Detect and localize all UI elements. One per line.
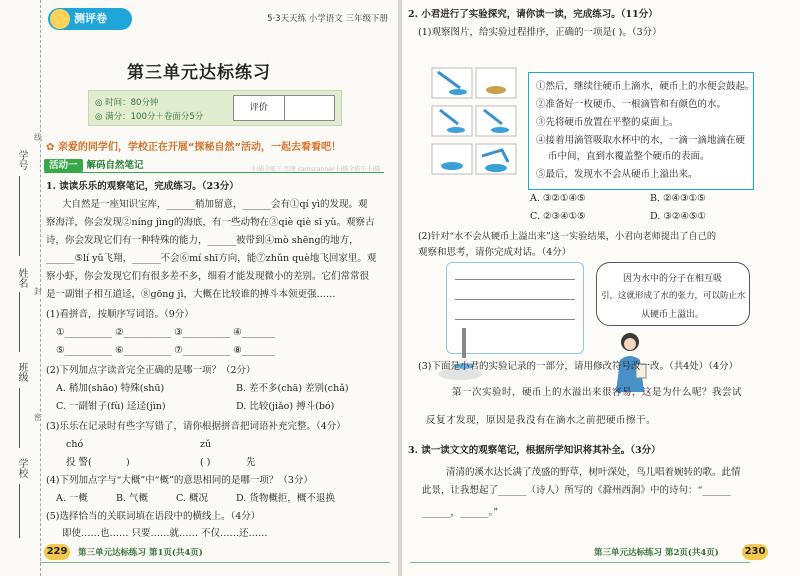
sub3-pinyin-2: zǔ <box>200 439 212 450</box>
passage-line-2: 察海洋，你会发现②níng jìng的海底，有一些动物在③qiè qiè sī yǔ。观察古 <box>46 217 375 228</box>
blank-row-1[interactable]: ①__________ ②__________ ③__________ ④_______ <box>56 327 275 338</box>
intro-text-content: 亲爱的同学们，学校正在开展“探秘自然”活动，一起去看看吧！ <box>57 142 342 153</box>
question-1-title: 1. 读读乐乐的观察笔记，完成练习。（23分） <box>46 181 239 192</box>
name-label: 姓名 <box>16 268 27 288</box>
record-line-2: 反复才发现，原因是我没有在滴水之前把硬币擦干。 <box>426 415 657 426</box>
subquestion-2: (2)下列加点字读音完全正确的是哪一项？（2分） <box>46 365 256 376</box>
subquestion-5: (5)选择恰当的关联词填在语段中的横线上。（4分） <box>46 511 261 522</box>
step-image-5 <box>432 144 472 174</box>
left-page <box>0 0 398 576</box>
teacher-speech-bubble <box>596 262 750 326</box>
activity-tag: 活动一 <box>44 159 83 172</box>
sub3-word-2[interactable]: ( ) <box>200 457 211 468</box>
bubble-line-3: 从硬币上溢出。 <box>641 310 705 320</box>
activity-divider <box>44 172 384 173</box>
experiment-illustration <box>432 322 488 382</box>
passage-line-5: 察小虾，你会发现它们有很多差不多，细看才能发现微小的差别。它们常常很 <box>46 271 370 282</box>
bubble-line-1: 因为水中的分子在相互吸 <box>623 274 723 284</box>
series-header: 5·3天天练 小学语文 三年级下册 <box>267 14 388 24</box>
sub4-option-d[interactable]: D. 货物概拒，概不退换 <box>236 493 335 504</box>
seal-mark-secret: 密 <box>34 413 42 422</box>
seal-mark-seal: 封 <box>34 287 42 296</box>
binding-margin <box>0 0 41 576</box>
grade-label: 评价 <box>234 96 285 120</box>
sub4-option-b[interactable]: B. 气概 <box>116 493 149 504</box>
sub3-pinyin-1: chó <box>66 439 84 450</box>
intro-text: ✿ 亲爱的同学们，学校正在开展“探秘自然”活动，一起去看看吧！ <box>46 142 342 153</box>
passage-line-6: 是一副钳子相互道迳，⑧gōng jì，大概在比较谁的搏斗本领更强…… <box>46 289 336 300</box>
sub2-option-a[interactable]: A. 稍加(shāo) 特殊(shū) <box>56 383 165 394</box>
blank-1: ① <box>56 327 65 338</box>
step-5: ⑤最后，发现水不会从硬币上溢出来。 <box>536 169 698 180</box>
blank-2: ② <box>115 327 124 338</box>
test-badge <box>48 8 132 30</box>
seal-mark-line: 线 <box>34 133 42 142</box>
question-3-title: 3. 读一读文文的观察笔记，根据所学知识将其补全。（3分） <box>408 445 661 456</box>
step-image-1 <box>432 68 472 98</box>
score-info: ◎ 满分：100分＋卷面分5分 <box>95 112 204 122</box>
answer-line-1[interactable] <box>455 279 575 280</box>
school-label: 学校 <box>16 458 27 478</box>
sub2-option-d[interactable]: D. 比较(jiǎo) 搏斗(bó) <box>236 401 335 412</box>
class-label: 班级 <box>16 362 27 382</box>
passage-line-1: 大自然是一座知识宝库，______稍加留意，______会有①qí yì的发现。观 <box>62 199 368 210</box>
subquestion-4: (4)下列加点字与“大概”中“概”的意思相同的是哪一项？（3分） <box>46 475 313 486</box>
record-line-1: 第一次实验时，硬币上的水溢出来很容易，这是为什么呢？我尝试 <box>452 387 743 398</box>
time-info: ◎ 时间：80分钟 <box>95 98 159 108</box>
score-info-text: 满分：100分＋卷面分5分 <box>105 112 204 122</box>
sub5-word-bank: 即使……也…… 只要……就…… 不仅……还…… <box>62 528 268 539</box>
class-line <box>19 388 20 448</box>
blank-3: ③ <box>174 327 183 338</box>
footer-rule-right <box>410 562 750 563</box>
sub4-option-a[interactable]: A. 一概 <box>56 493 88 504</box>
blank-5: ⑤ <box>56 345 65 356</box>
time-info-text: 时间：80分钟 <box>105 98 159 108</box>
student-number-line <box>19 176 20 256</box>
choice-d[interactable]: D. ③②④⑤① <box>650 211 706 222</box>
test-badge-label: 测评卷 <box>74 12 107 25</box>
choice-a[interactable]: A. ③②①④⑤ <box>530 193 586 204</box>
q3-line-1: 清清的溪水达长满了茂盛的野草，树叶深处，鸟儿唱着婉转的歌。此情 <box>446 467 741 478</box>
question-2-title: 2. 小君进行了实验探究，请你读一读，完成练习。（11分） <box>408 9 658 20</box>
sub3-word-1-close: ) <box>126 457 130 468</box>
page-number-right: 230 <box>742 544 768 560</box>
sub3-word-2-tail: 先 <box>246 457 256 468</box>
step-1: ①然后，继续往硬币上滴水，硬币上的水便会鼓起。 <box>536 81 755 92</box>
sub2-option-b[interactable]: B. 差不多(chā) 差别(chǎ) <box>236 383 349 394</box>
sub4-option-c[interactable]: C. 概况 <box>176 493 208 504</box>
page-number-left: 229 <box>44 544 70 560</box>
school-line <box>19 484 20 538</box>
q2-subquestion-2-cont: 观察和思考，请你完成对话。（4分） <box>418 247 572 258</box>
mascot-icon <box>50 9 70 29</box>
page-title: 第三单元达标练习 <box>127 63 271 83</box>
choice-b[interactable]: B. ②④③①⑤ <box>650 193 706 204</box>
passage-line-3: 诗，你会发现它们有一种特殊的能力，______被带到④mò shēng的地方， <box>46 235 359 246</box>
blank-6: ⑥ <box>115 345 124 356</box>
answer-line-2[interactable] <box>455 299 575 300</box>
sub3-word-1[interactable]: 投 警( <box>66 457 92 468</box>
blank-4: ④ <box>233 327 242 338</box>
footer-left: 第三单元达标练习 第1页(共4页) <box>78 548 203 558</box>
subquestion-3: (3)乐乐在记录时有些字写错了，请你根据拼音把词语补充完整。（4分） <box>46 421 346 432</box>
footer-right: 第三单元达标练习 第2页(共4页) <box>594 548 719 558</box>
sub2-option-c[interactable]: C. 一副钳子(fù) 迳迳(jìn) <box>56 401 166 412</box>
scanner-watermark: 扫描全能王 创建 camscanner 扫描全能王 扫描 <box>252 166 381 173</box>
step-image-2 <box>476 68 516 98</box>
q3-line-3[interactable]: ______，______。” <box>422 507 499 518</box>
q2-subquestion-1: (1)观察图片，给实验过程排序，正确的一项是( )。（3分） <box>418 27 662 38</box>
subquestion-1: (1)看拼音，按顺序写词语。（9分） <box>46 309 194 320</box>
experiment-step-images <box>430 66 520 202</box>
grade-field[interactable] <box>285 96 335 120</box>
bubble-line-2: 引，这就形成了水的张力，可以防止水 <box>601 291 746 301</box>
step-4: ④接着用滴管吸取水杯中的水，一滴一滴地滴在硬 <box>536 135 746 146</box>
name-line <box>19 292 20 352</box>
step-image-6 <box>476 144 516 174</box>
step-2: ②准备好一枚硬币、一根滴管和有颜色的水。 <box>536 99 727 110</box>
step-3: ③先将硬币放置在平整的桌面上。 <box>536 117 679 128</box>
answer-line-3[interactable] <box>455 319 575 320</box>
student-number-label: 学号 <box>16 150 27 170</box>
activity-header <box>44 157 144 171</box>
grade-box[interactable] <box>233 95 335 121</box>
q3-line-2[interactable]: 此景，让我想起了______（诗人）所写的《滁州西涧》中的诗句：“______ <box>422 485 731 496</box>
step-4-cont: 币中间，直到水覆盖整个硬币的表面。 <box>548 151 710 162</box>
q2-subquestion-2: (2)针对“水不会从硬币上溢出来”这一实验结果，小君向老师提出了自己的 <box>418 231 717 242</box>
step-image-3 <box>432 106 472 136</box>
exam-info-box <box>88 90 342 126</box>
passage-line-4: ______⑤lí yǔ飞翔，______不会⑥mí shī方向，能⑦zhǔn què地飞回家里。观 <box>46 253 377 264</box>
choice-c[interactable]: C. ②③④①⑤ <box>530 211 586 222</box>
q2-subquestion-3: (3)下面是小君的实验记录的一部分，请用修改符号改一改。（共4处）（4分） <box>418 361 739 372</box>
blank-row-2[interactable]: ⑤__________ ⑥__________ ⑦__________ ⑧_______ <box>56 345 275 356</box>
step-image-4 <box>476 106 516 136</box>
activity-title: 解码自然笔记 <box>86 160 144 171</box>
blank-7: ⑦ <box>174 345 183 356</box>
footer-rule-left <box>40 562 390 563</box>
blank-8: ⑧ <box>233 345 242 356</box>
